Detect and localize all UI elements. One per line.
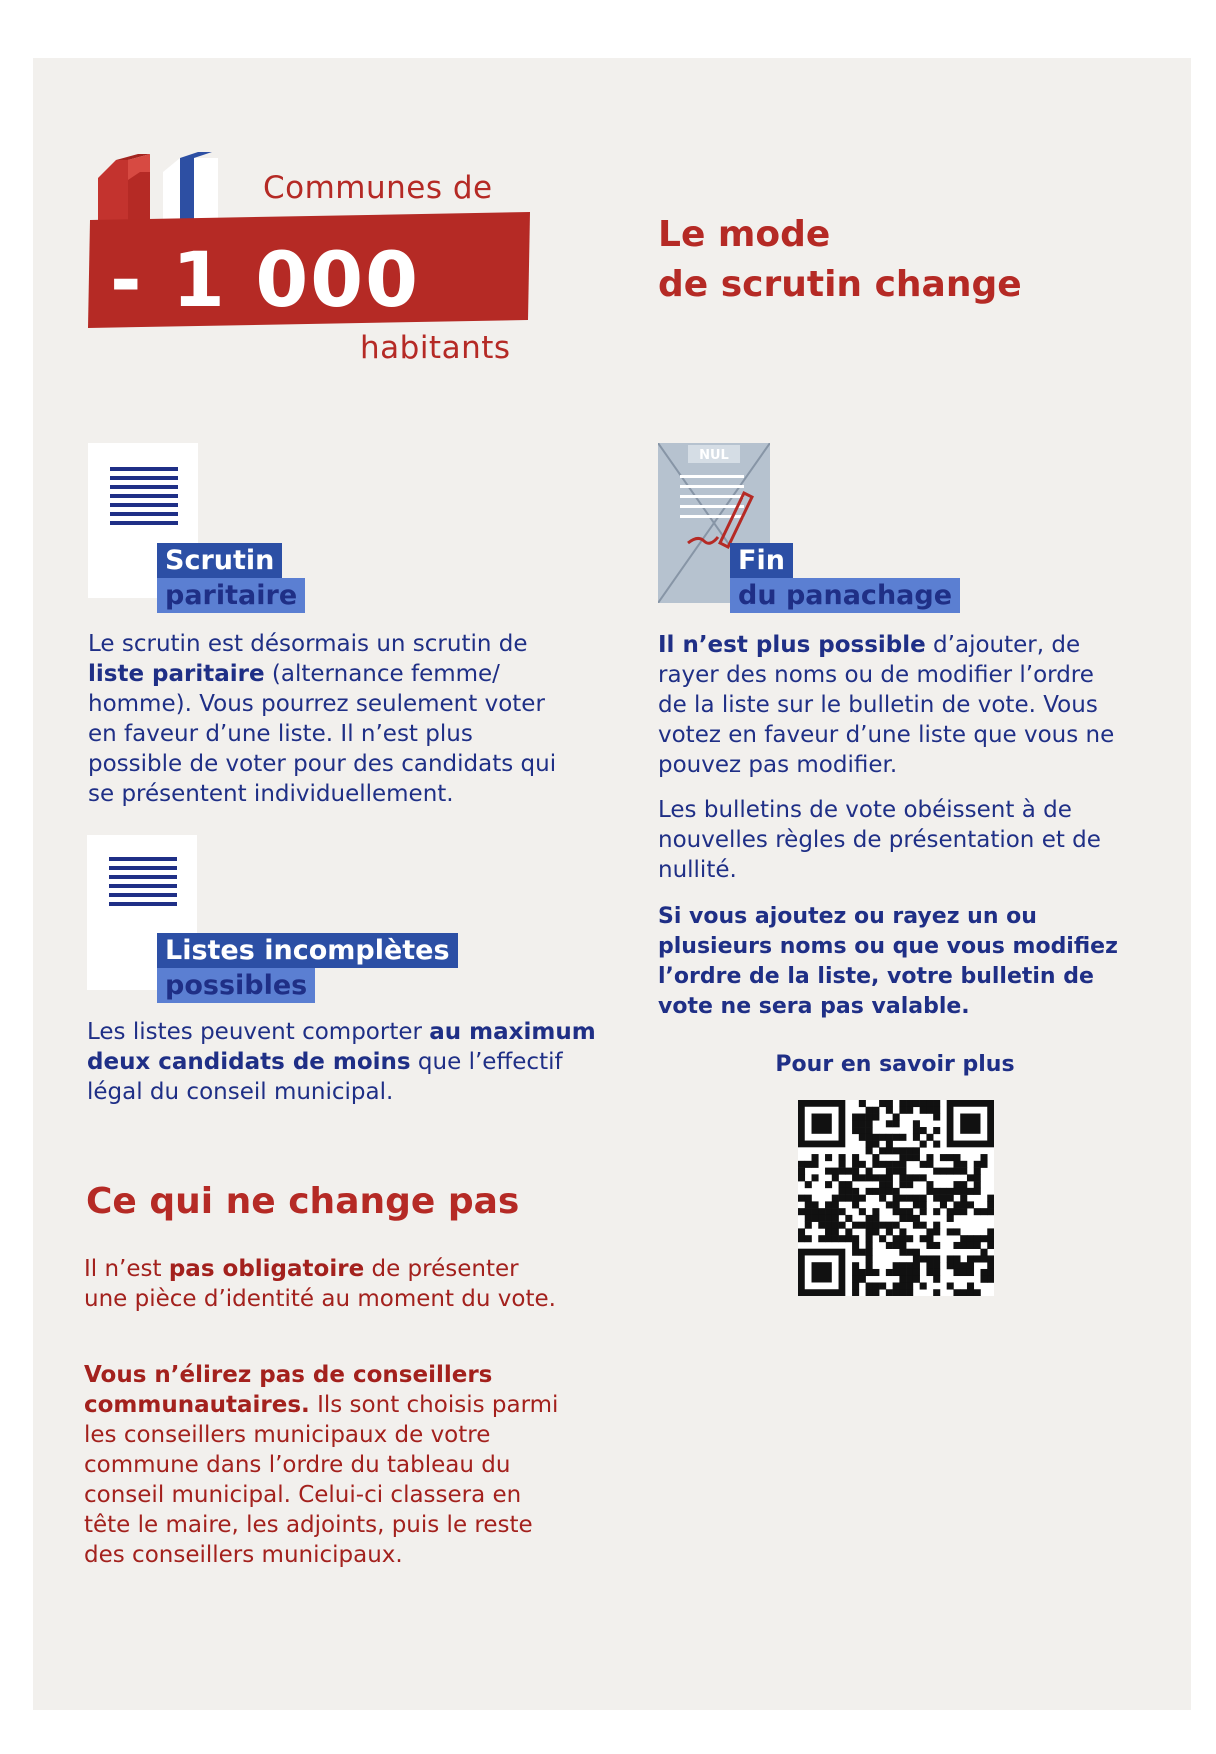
badge-listes-incompletes	[157, 933, 458, 1003]
paritaire-text	[88, 629, 568, 809]
panachage-text2: Les bulletins de vote obéissent à de nouvelles règles de présentation et de nullité.	[658, 797, 1101, 883]
unchanged-p2-bold: Vous n’élirez pas de conseillers communautaires.	[84, 1362, 493, 1418]
nul-label: NUL	[699, 448, 729, 463]
badge-line2: possibles	[157, 968, 315, 1003]
lines-icon	[88, 443, 198, 543]
panachage-text1-rest: d’ajouter, de rayer des noms ou de modifier l’ordre de la liste sur le bulletin de vote. Vous votez en faveur d’une liste que vous ne pouvez pas modifier.	[658, 632, 1115, 778]
qr-code-icon	[798, 1100, 994, 1296]
incompletes-text-b: que l’effectif légal du conseil municipal.	[87, 1049, 563, 1105]
incompletes-text	[87, 1017, 607, 1107]
qr-code[interactable]	[798, 1100, 994, 1296]
page-title-line2: de scrutin change	[658, 264, 1022, 305]
panachage-warning: Si vous ajoutez ou rayez un ou plusieurs noms ou que vous modifiez l’ordre de la liste, votre bulletin de vote ne sera pas valable.	[658, 904, 1118, 1019]
paritaire-text-b: (alternance femme/ homme). Vous pourrez seulement voter en faveur d’une liste. Il n’est plus possible de voter pour des candidats qui se présentent individuellement.	[88, 661, 557, 807]
page-title-line1: Le mode	[658, 214, 831, 255]
lines-icon	[87, 835, 197, 925]
paritaire-text-a: Le scrutin est désormais un scrutin de	[88, 631, 528, 657]
unchanged-p2	[84, 1360, 564, 1570]
panachage-text1	[658, 630, 1128, 780]
unchanged-p1-b: de présenter une pièce d’identité au moment du vote.	[84, 1256, 556, 1312]
incompletes-text-a: Les listes peuvent comporter	[87, 1019, 430, 1045]
unchanged-p1-bold: pas obligatoire	[168, 1256, 365, 1282]
panachage-text1-bold: Il n’est plus possible	[658, 632, 926, 658]
badge-line2: du panachage	[730, 578, 960, 613]
badge-line1: Scrutin	[157, 543, 282, 578]
unchanged-p1	[84, 1254, 564, 1314]
badge-line1: Listes incomplètes	[157, 933, 458, 968]
logo-number: - 1 000	[110, 235, 420, 324]
incompletes-text-bold: au maximum deux candidats de moins	[87, 1019, 596, 1075]
badge-fin-panachage	[730, 543, 960, 613]
logo-top-text: Communes de	[263, 170, 493, 206]
page-title	[658, 210, 1022, 310]
unchanged-p2-rest: Ils sont choisis parmi les conseillers municipaux de votre commune dans l’ordre du tableau du conseil municipal. Celui-ci classera en tête le maire, les adjoints, puis le reste des conseillers municipaux.	[84, 1392, 559, 1568]
unchanged-p1-a: Il n’est	[84, 1256, 169, 1282]
logo-bottom-text: habitants	[360, 330, 511, 366]
paritaire-text-bold: liste paritaire	[88, 661, 265, 687]
badge-line1: Fin	[730, 543, 793, 578]
badge-scrutin-paritaire	[157, 543, 305, 613]
badge-line2: paritaire	[157, 578, 305, 613]
more-info-label: Pour en savoir plus	[775, 1052, 1015, 1077]
unchanged-title: Ce qui ne change pas	[86, 1181, 520, 1222]
communes-logo	[88, 150, 548, 370]
